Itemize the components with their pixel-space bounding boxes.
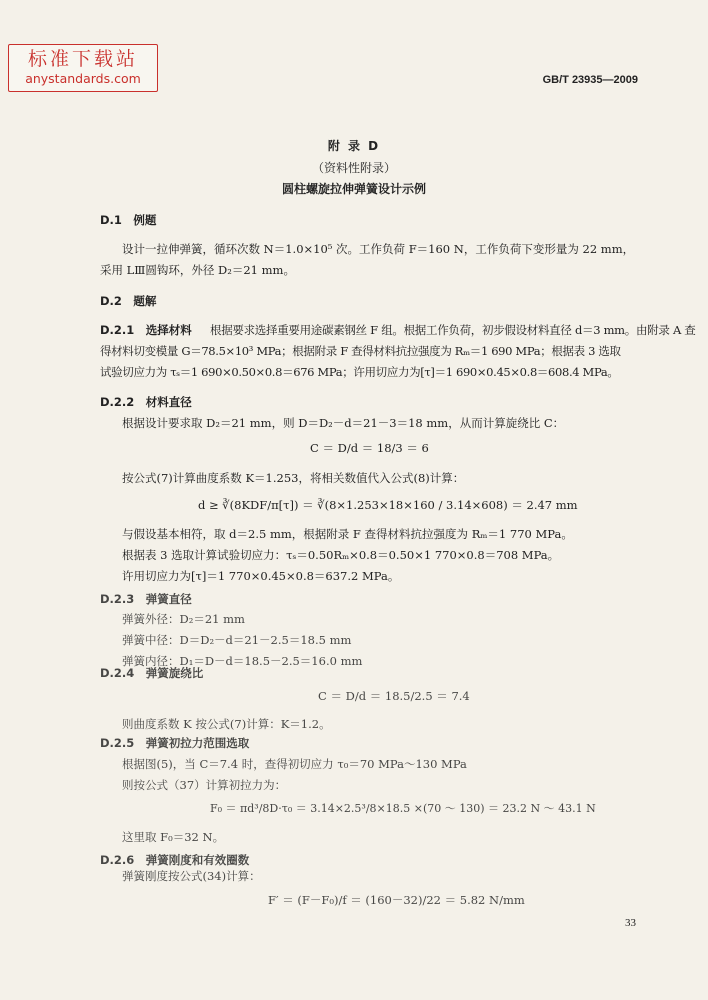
stamp-url: anystandards.com [25,71,141,86]
d23-outer-diameter: 弹簧外径：D₂＝21 mm [122,612,245,626]
stamp-chinese: 标准下载站 [27,48,138,70]
d22-para-line1: 根据设计要求取 D₂＝21 mm，则 D＝D₂－d＝21－3＝18 mm，从而计算旋绕比 C： [122,416,565,430]
standard-number: GB/T 23935—2009 [542,74,638,86]
section-d2-heading: D.2 题解 [100,294,157,308]
page-number: 33 [625,917,636,929]
d22-equation-c: C ＝ D/d ＝ 18/3 ＝ 6 [310,441,429,455]
appendix-title: 圆柱螺旋拉伸弹簧设计示例 [281,182,426,196]
section-d25-heading: D.2.5 弹簧初拉力范围选取 [100,736,250,750]
d22-para-line2: 按公式(7)计算曲度系数 K＝1.253，将相关数值代入公式(8)计算： [122,471,465,485]
section-d23-heading: D.2.3 弹簧直径 [100,592,192,606]
d22-para-line5: 许用切应力为[τ]＝1 770×0.45×0.8＝637.2 MPa。 [122,569,400,583]
site-stamp [8,44,158,92]
appendix-type: （资料性附录） [311,161,396,175]
d22-equation-d: d ≥ ∛(8KDF/π[τ]) ＝ ∛(8×1.253×18×160 / 3.14×608) ＝ 2.47 mm [198,498,578,512]
d21-para-line1: 根据要求选择重要用途碳素钢丝 F 组。根据工作负荷，初步假设材料直径 d＝3 mm。由附录 A 查 [210,323,696,337]
d21-para-line3: 试验切应力为 τₛ＝1 690×0.50×0.8＝676 MPa；许用切应力为[τ]＝1 690×0.45×0.8＝608.4 MPa。 [100,365,619,379]
d1-para-line1: 设计一拉伸弹簧，循环次数 N＝1.0×10⁵ 次。工作负荷 F＝160 N，工作负荷下变形量为 22 mm， [122,242,635,256]
d26-equation-stiffness: F′ ＝ (F－F₀)/f ＝ (160－32)/22 ＝ 5.82 N/mm [268,893,525,907]
d25-para-line3: 这里取 F₀＝32 N。 [122,830,225,844]
d23-mean-diameter: 弹簧中径：D＝D₂－d＝21－2.5＝18.5 mm [122,633,352,647]
d21-para-line2: 得材料切变模量 G＝78.5×10³ MPa；根据附录 F 查得材料抗拉强度为 Rₘ＝1 690 MPa；根据表 3 选取 [100,344,621,358]
d25-para-line2: 则按公式（37）计算初拉力为： [122,778,287,792]
section-d26-heading: D.2.6 弹簧刚度和有效圈数 [100,853,250,867]
section-d1-heading: D.1 例题 [100,213,157,227]
d22-para-line3: 与假设基本相符，取 d＝2.5 mm，根据附录 F 查得材料抗拉强度为 Rₘ＝1 770 MPa。 [122,527,573,541]
d25-para-line1: 根据图(5)，当 C＝7.4 时，查得初切应力 τ₀＝70 MPa～130 MPa [122,757,467,771]
appendix-label: 附 录 D [327,139,381,153]
section-d22-heading: D.2.2 材料直径 [100,395,192,409]
d25-equation-f0: F₀ ＝ πd³/8D·τ₀ ＝ 3.14×2.5³/8×18.5 ×(70 ～ 130) ＝ 23.2 N ～ 43.1 N [210,802,596,815]
d26-para-line1: 弹簧刚度按公式(34)计算： [122,869,261,883]
d22-para-line4: 根据表 3 选取计算试验切应力：τₛ＝0.50Rₘ×0.8＝0.50×1 770×0.8＝708 MPa。 [122,548,560,562]
section-d24-heading: D.2.4 弹簧旋绕比 [100,666,204,680]
d24-equation-c: C ＝ D/d ＝ 18.5/2.5 ＝ 7.4 [318,689,470,703]
d24-para-line1: 则曲度系数 K 按公式(7)计算：K＝1.2。 [122,717,331,731]
section-d21-heading: D.2.1 选择材料 [100,323,192,337]
d23-inner-diameter: 弹簧内径：D₁＝D－d＝18.5－2.5＝16.0 mm [122,654,363,668]
d1-para-line2: 采用 LⅢ圆钩环，外径 D₂＝21 mm。 [100,263,295,277]
